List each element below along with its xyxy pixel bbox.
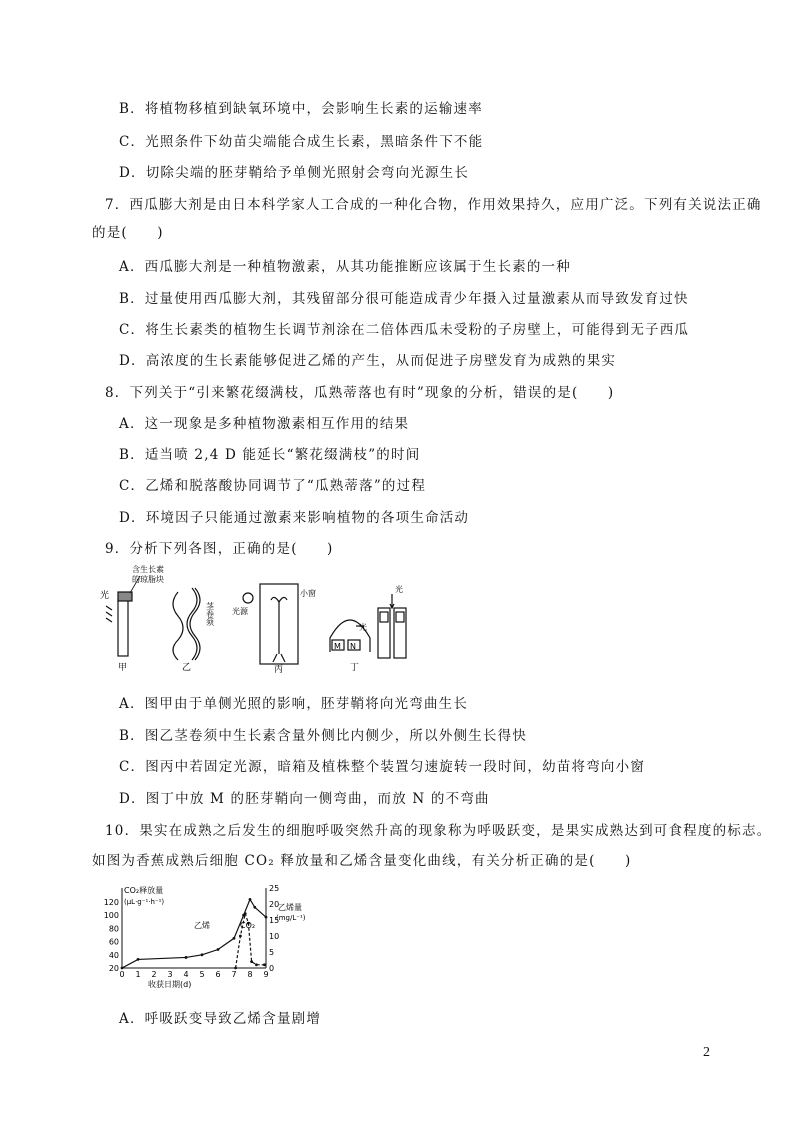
right-tick-label: 5: [269, 948, 275, 957]
q9-stem: 9．分析下列各图，正确的是( ): [105, 541, 334, 557]
bing-caption: 丙: [274, 665, 284, 675]
q7-option-a: A．西瓜膨大剂是一种植物激素，从其功能推断应该属于生长素的一种: [119, 259, 571, 275]
q10-option-a: A．呼吸跃变导致乙烯含量剧增: [119, 1011, 322, 1027]
yi-tendril-right: [187, 588, 197, 660]
left-tick-label: 100: [103, 911, 119, 921]
x-tick-label: 7: [231, 970, 237, 979]
yi-tendril-left: [173, 592, 183, 660]
jia-agar-block: [118, 592, 132, 601]
right-axis-title: 乙烯量: [278, 903, 302, 912]
jia-agar-label-2: 的琼脂块: [132, 575, 164, 584]
right-tick-label: 25: [269, 884, 280, 893]
q8-stem: 8．下列关于“引来繁花缀满枝，瓜熟蒂落也有时”现象的分析，错误的是( ): [105, 385, 615, 401]
x-tick-label: 5: [199, 970, 205, 979]
ding-light-label-top: 光: [395, 585, 403, 594]
q7-stem: 7．西瓜膨大剂是由日本科学家人工合成的一种化合物，作用效果持久，应用广泛。下列有关说法正确: [105, 197, 762, 213]
x-tick-label: 2: [151, 970, 157, 979]
q10-stem-cont: 如图为香蕉成熟后细胞 CO₂ 释放量和乙烯含量变化曲线，有关分析正确的是( ): [92, 853, 632, 869]
jia-caption: 甲: [118, 663, 128, 673]
q7-option-c: C．将生长素类的植物生长调节剂涂在二倍体西瓜未受粉的子房壁上，可能得到无子西瓜: [119, 322, 690, 338]
data-point: [233, 937, 236, 940]
q10-stem: 10．果实在成熟之后发生的细胞呼吸突然升高的现象称为呼吸跃变，是果实成熟达到可食程度的标志。: [105, 823, 772, 839]
ding-label-m: M: [334, 642, 341, 651]
bing-window-label: 小窗: [300, 589, 316, 598]
data-point: [217, 948, 220, 951]
left-tick-label: 40: [108, 950, 119, 960]
data-point: [239, 935, 242, 938]
x-axis-label: 收获日期(d): [148, 980, 192, 989]
ethylene-curve-label: 乙烯: [194, 921, 210, 930]
jia-light-label: 光: [100, 591, 110, 601]
page-number: 2: [703, 1045, 710, 1060]
bing-light-label: 光源: [232, 607, 248, 616]
x-tick-label: 4: [183, 970, 189, 979]
data-point: [201, 953, 204, 956]
left-tick-label: 120: [103, 898, 119, 907]
series-line-co2: [122, 899, 266, 968]
left-tick-label: 80: [108, 924, 119, 934]
x-tick-label: 3: [167, 970, 173, 979]
data-point: [265, 916, 268, 919]
left-tick-label: 60: [108, 937, 119, 947]
bing-light-source: [243, 593, 253, 603]
x-tick-label: 6: [215, 970, 221, 979]
yi-caption: 乙: [182, 663, 192, 673]
right-axis-unit: (mg/L⁻¹): [276, 914, 306, 922]
jia-agar-label-1: 含生长素: [132, 565, 164, 574]
q8-option-c: C．乙烯和脱落酸协同调节了“瓜熟蒂落”的过程: [119, 478, 427, 494]
q9-option-b: B．图乙茎卷须中生长素含量外侧比内侧少，所以外侧生长得快: [119, 728, 528, 744]
x-tick-label: 9: [263, 970, 269, 979]
data-point: [253, 906, 256, 909]
data-point: [250, 960, 253, 963]
ding-caption: 丁: [350, 663, 360, 673]
left-tick-label: 20: [108, 964, 119, 973]
data-point: [255, 963, 258, 966]
q6-option-d: D．切除尖端的胚芽鞘给予单侧光照射会弯向光源生长: [119, 165, 470, 181]
q7-option-b: B．过量使用西瓜膨大剂，其残留部分很可能造成青少年摄入过量激素从而导致发育过快: [119, 291, 689, 307]
data-point: [121, 967, 124, 970]
x-tick-label: 1: [135, 970, 141, 979]
co2-curve-label: CO₂: [240, 921, 256, 930]
yi-side-label: 茎卷须: [205, 602, 215, 626]
data-point: [185, 956, 188, 959]
ding-label-n: N: [350, 642, 356, 651]
q9-figure: [98, 562, 418, 675]
right-tick-label: 15: [269, 916, 280, 925]
q6-option-b: B．将植物移植到缺氧环境中，会影响生长素的运输速率: [119, 101, 483, 117]
data-point: [263, 963, 266, 966]
q8-option-d: D．环境因子只能通过激素来影响植物的各项生命活动: [119, 510, 470, 526]
data-point: [234, 967, 237, 970]
ding-light-label-side: 光: [359, 623, 367, 632]
q7-option-d: D．高浓度的生长素能够促进乙烯的产生，从而促进子房壁发育为成熟的果实: [119, 353, 617, 369]
data-point: [244, 912, 247, 915]
data-point: [137, 958, 140, 961]
q8-option-b: B．适当喷 2,4 D 能延长“繁花缀满枝”的时间: [119, 447, 421, 463]
q9-option-a: A．图甲由于单侧光照的影响，胚芽鞘将向光弯曲生长: [119, 696, 469, 712]
right-tick-label: 10: [269, 932, 280, 941]
q9-option-d: D．图丁中放 M 的胚芽鞘向一侧弯曲，而放 N 的不弯曲: [119, 791, 490, 807]
q8-option-a: A．这一现象是多种植物激素相互作用的结果: [119, 416, 410, 432]
jia-light-arrows: [106, 606, 112, 622]
right-tick-label: 0: [269, 964, 275, 973]
q9-option-c: C．图丙中若固定光源，暗箱及植株整个装置匀速旋转一段时间，幼苗将弯向小窗: [119, 759, 646, 775]
data-point: [249, 898, 252, 901]
q10-chart: [98, 880, 306, 990]
x-tick-label: 8: [247, 970, 253, 979]
q6-option-c: C．光照条件下幼苗尖端能合成生长素，黑暗条件下不能: [119, 134, 484, 150]
x-tick-label: 0: [119, 970, 125, 979]
q7-stem-cont: 的是( ): [92, 225, 164, 241]
jia-coleoptile: [118, 600, 128, 656]
left-axis-unit: (μL·g⁻¹·h⁻¹): [124, 898, 165, 906]
left-axis-title: CO₂释放量: [124, 886, 164, 895]
right-tick-label: 20: [269, 900, 280, 909]
